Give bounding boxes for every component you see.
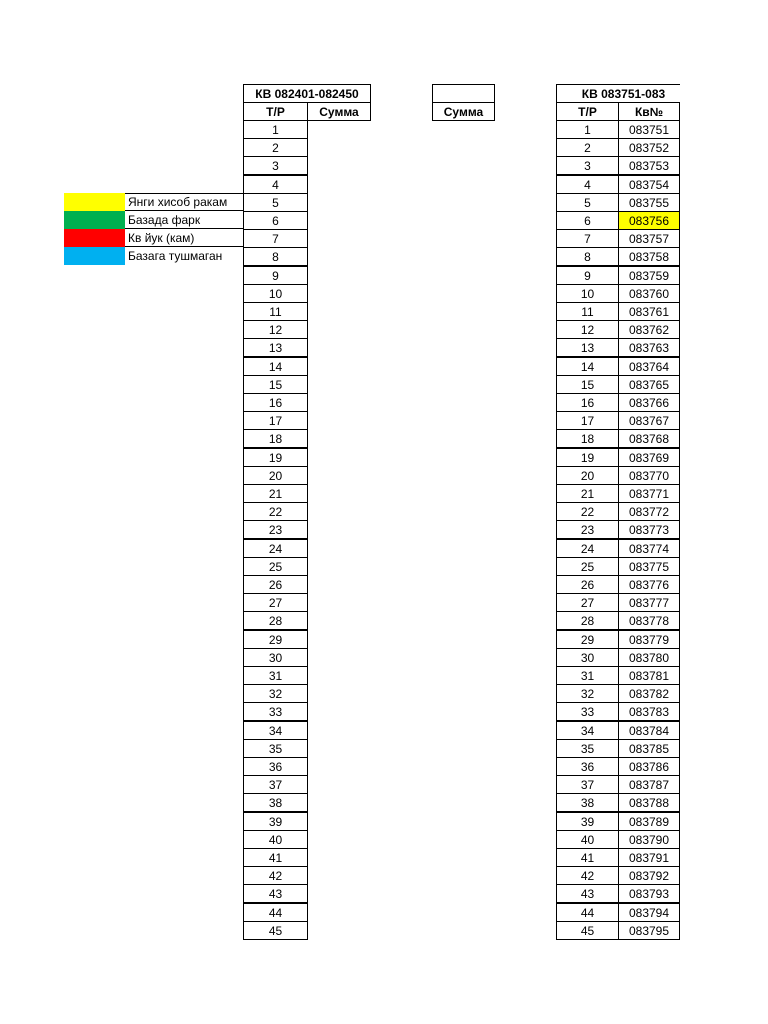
table3-kv-number: 083755 [618, 193, 680, 212]
table1-row-number: 26 [243, 575, 308, 594]
table3-kv-number: 083790 [618, 830, 680, 849]
table3-kv-number: 083783 [618, 702, 680, 721]
table1-col-sum-header: Сумма [307, 102, 371, 121]
table1-row-number: 38 [243, 793, 308, 812]
table2-col-sum-header: Сумма [432, 102, 495, 121]
table1-row-number: 41 [243, 848, 308, 867]
table3-kv-number: 083773 [618, 520, 680, 539]
legend-swatch [64, 193, 125, 211]
table3-kv-number: 083789 [618, 812, 680, 831]
table3-row-number: 29 [556, 630, 619, 649]
table3-kv-number: 083786 [618, 757, 680, 776]
table3-kv-number: 083795 [618, 921, 680, 940]
table1-row-number: 25 [243, 557, 308, 576]
table3-kv-number: 083779 [618, 630, 680, 649]
table3-row-number: 18 [556, 429, 619, 448]
legend-swatch [64, 211, 125, 229]
table3-kv-number: 083766 [618, 393, 680, 412]
table3-kv-number: 083794 [618, 903, 680, 922]
table3-col-kv-header: Кв№ [618, 102, 680, 121]
table1-row-number: 39 [243, 812, 308, 831]
table1-row-number: 1 [243, 120, 308, 139]
table3-row-number: 3 [556, 156, 619, 175]
table1-row-number: 23 [243, 520, 308, 539]
table3-kv-number: 083758 [618, 247, 680, 266]
table1-row-number: 30 [243, 648, 308, 667]
table1-row-number: 44 [243, 903, 308, 922]
table3-kv-number: 083780 [618, 648, 680, 667]
table1-row-number: 18 [243, 429, 308, 448]
table3-kv-number: 083772 [618, 502, 680, 521]
table3-row-number: 11 [556, 302, 619, 321]
table1-row-number: 29 [243, 630, 308, 649]
table3-kv-number: 083778 [618, 611, 680, 630]
table1-row-number: 22 [243, 502, 308, 521]
table3-kv-number: 083788 [618, 793, 680, 812]
table1-row-number: 14 [243, 357, 308, 376]
table3-row-number: 21 [556, 484, 619, 503]
table3-row-number: 28 [556, 611, 619, 630]
table3-kv-number: 083793 [618, 884, 680, 903]
table3-kv-number: 083760 [618, 284, 680, 303]
table3-kv-number: 083784 [618, 721, 680, 740]
table1-row-number: 33 [243, 702, 308, 721]
table3-kv-number: 083761 [618, 302, 680, 321]
table3-kv-number: 083753 [618, 156, 680, 175]
table3-row-number: 36 [556, 757, 619, 776]
table1-row-number: 36 [243, 757, 308, 776]
table3-row-number: 26 [556, 575, 619, 594]
table3-row-number: 19 [556, 448, 619, 467]
table1-row-number: 34 [243, 721, 308, 740]
table3-kv-number: 083762 [618, 320, 680, 339]
table3-row-number: 12 [556, 320, 619, 339]
table1-row-number: 35 [243, 739, 308, 758]
table1-row-number: 10 [243, 284, 308, 303]
table3-kv-number: 083751 [618, 120, 680, 139]
table3-row-number: 1 [556, 120, 619, 139]
table1-row-number: 43 [243, 884, 308, 903]
table3-row-number: 31 [556, 666, 619, 685]
table3-kv-number: 083759 [618, 266, 680, 285]
table3-row-number: 33 [556, 702, 619, 721]
table3-row-number: 16 [556, 393, 619, 412]
table3-row-number: 20 [556, 466, 619, 485]
table3-row-number: 4 [556, 175, 619, 194]
legend-label: Базага тушмаган [128, 249, 223, 263]
table3-kv-number: 083781 [618, 666, 680, 685]
table3-col-tr-header: Т/Р [556, 102, 619, 121]
table1-row-number: 37 [243, 775, 308, 794]
table1-row-number: 12 [243, 320, 308, 339]
table3-row-number: 7 [556, 229, 619, 248]
table3-row-number: 22 [556, 502, 619, 521]
table1-col-tr-header: Т/Р [243, 102, 308, 121]
table3-row-number: 15 [556, 375, 619, 394]
table1-row-number: 24 [243, 539, 308, 558]
table3-row-number: 14 [556, 357, 619, 376]
table3-kv-number: 083787 [618, 775, 680, 794]
table1-row-number: 8 [243, 247, 308, 266]
table1-row-number: 21 [243, 484, 308, 503]
table3-row-number: 24 [556, 539, 619, 558]
table1-row-number: 4 [243, 175, 308, 194]
table1-row-number: 11 [243, 302, 308, 321]
table1-row-number: 20 [243, 466, 308, 485]
table1-row-number: 2 [243, 138, 308, 157]
table2-title [432, 84, 495, 103]
table1-row-number: 6 [243, 211, 308, 230]
table3-kv-number: 083776 [618, 575, 680, 594]
table3-kv-number: 083757 [618, 229, 680, 248]
table3-kv-number: 083791 [618, 848, 680, 867]
table3-kv-number: 083768 [618, 429, 680, 448]
table3-row-number: 30 [556, 648, 619, 667]
table3-row-number: 40 [556, 830, 619, 849]
table1-row-number: 17 [243, 411, 308, 430]
table3-kv-number: 083763 [618, 338, 680, 357]
legend-swatch [64, 247, 125, 265]
table1-row-number: 31 [243, 666, 308, 685]
table3-row-number: 10 [556, 284, 619, 303]
table3-row-number: 5 [556, 193, 619, 212]
table3-kv-number: 083769 [618, 448, 680, 467]
table1-row-number: 3 [243, 156, 308, 175]
table3-kv-number: 083767 [618, 411, 680, 430]
table3-row-number: 27 [556, 593, 619, 612]
table3-row-number: 2 [556, 138, 619, 157]
table3-row-number: 35 [556, 739, 619, 758]
legend-label: Базада фарк [125, 211, 244, 229]
table1-row-number: 13 [243, 338, 308, 357]
table3-kv-number: 083775 [618, 557, 680, 576]
table1-row-number: 28 [243, 611, 308, 630]
table1-row-number: 32 [243, 684, 308, 703]
table1-row-number: 19 [243, 448, 308, 467]
table3-row-number: 34 [556, 721, 619, 740]
table3-kv-number: 083752 [618, 138, 680, 157]
table3-kv-number: 083754 [618, 175, 680, 194]
table1-row-number: 9 [243, 266, 308, 285]
table3-row-number: 37 [556, 775, 619, 794]
table3-kv-number: 083777 [618, 593, 680, 612]
table3-row-number: 45 [556, 921, 619, 940]
table3-row-number: 6 [556, 211, 619, 230]
table3-row-number: 32 [556, 684, 619, 703]
legend-label: Янги хисоб ракам [125, 193, 244, 211]
table3-kv-number: 083764 [618, 357, 680, 376]
table3-row-number: 23 [556, 520, 619, 539]
table3-row-number: 39 [556, 812, 619, 831]
table3-row-number: 38 [556, 793, 619, 812]
table3-kv-number: 083771 [618, 484, 680, 503]
table1-row-number: 15 [243, 375, 308, 394]
table3-kv-number: 083770 [618, 466, 680, 485]
table3-row-number: 43 [556, 884, 619, 903]
legend-label: Кв йук (кам) [125, 229, 244, 247]
table3-kv-number: 083782 [618, 684, 680, 703]
table1-row-number: 27 [243, 593, 308, 612]
table1-row-number: 45 [243, 921, 308, 940]
table3-row-number: 17 [556, 411, 619, 430]
table3-kv-number: 083774 [618, 539, 680, 558]
table3-row-number: 44 [556, 903, 619, 922]
table3-row-number: 8 [556, 247, 619, 266]
table3-row-number: 41 [556, 848, 619, 867]
legend-swatch [64, 229, 125, 247]
table3-row-number: 9 [556, 266, 619, 285]
table1-row-number: 40 [243, 830, 308, 849]
table3-row-number: 25 [556, 557, 619, 576]
table3-kv-number: 083765 [618, 375, 680, 394]
table3-kv-number: 083756 [618, 211, 680, 230]
table1-row-number: 16 [243, 393, 308, 412]
table1-row-number: 42 [243, 866, 308, 885]
table1-title: КВ 082401-082450 [243, 84, 371, 103]
table3-row-number: 42 [556, 866, 619, 885]
table3-kv-number: 083785 [618, 739, 680, 758]
table3-viewport [556, 84, 680, 944]
table3-kv-number: 083792 [618, 866, 680, 885]
table3-row-number: 13 [556, 338, 619, 357]
table1-row-number: 5 [243, 193, 308, 212]
table1-row-number: 7 [243, 229, 308, 248]
table3-title: КВ 083751-083 [556, 84, 680, 103]
